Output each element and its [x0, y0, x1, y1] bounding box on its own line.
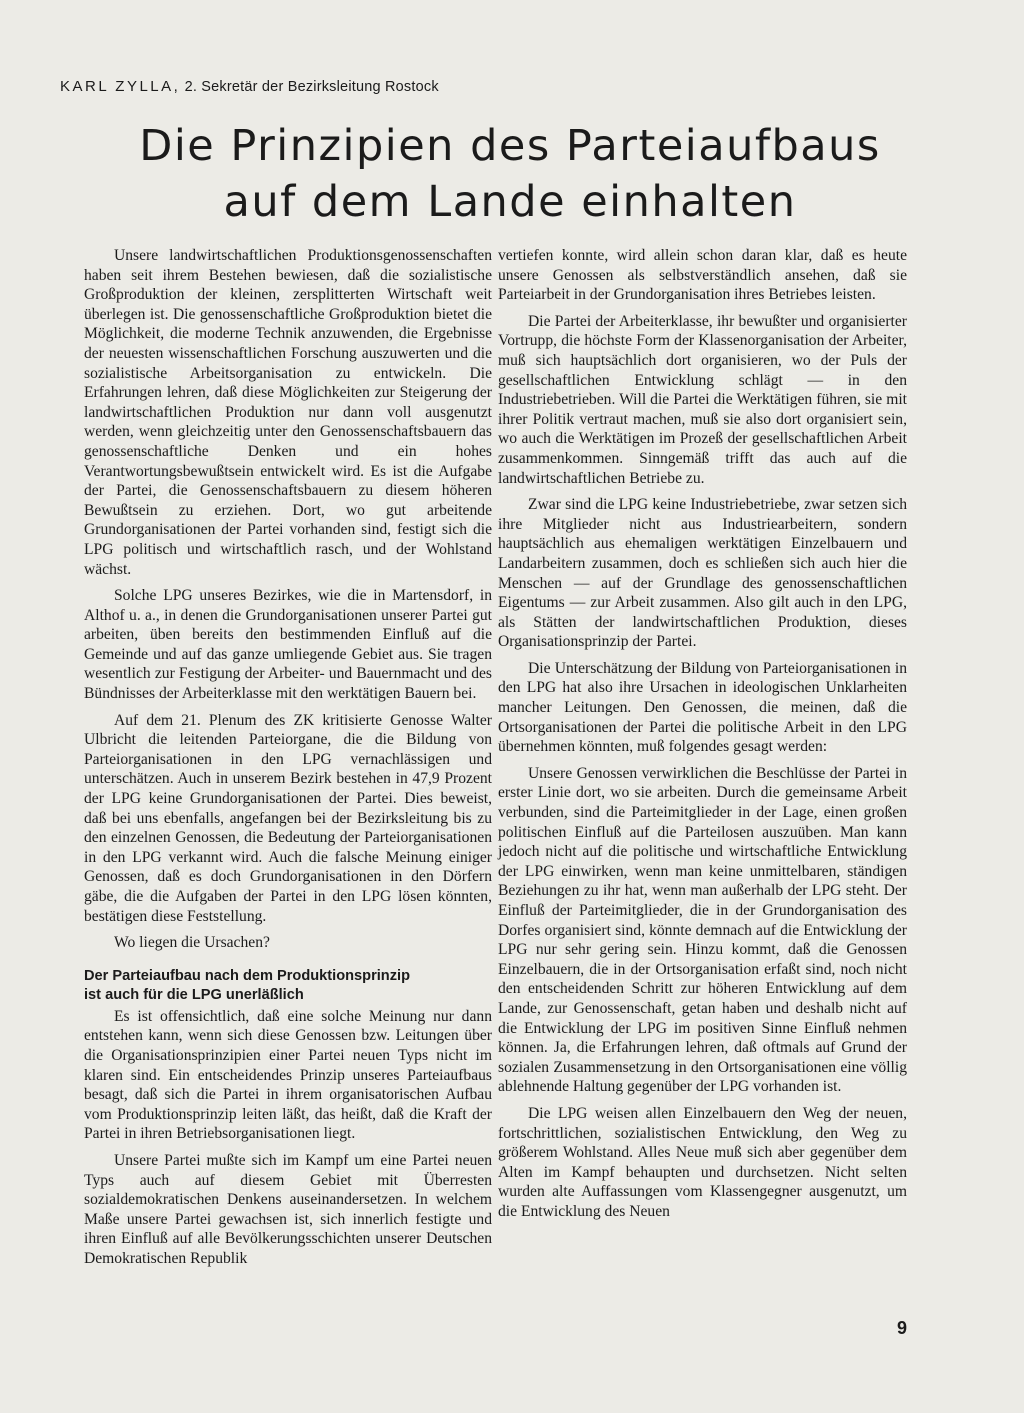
- author-role: 2. Sekretär der Bezirksleitung Rostock: [184, 79, 439, 95]
- article-title: [60, 118, 960, 230]
- paragraph: Unsere Genossen verwirklichen die Beschlüsse der Partei in erster Linie dort, wo sie arbeiten. Durch die gemeinsame Arbeit verbunden, sind die Parteimitglieder in der Lage, einen großen politischen Einfluß auf die Parteilosen auszuüben. Man kann jedoch nicht auf die politische und wirtschaftliche Entwicklung der LPG einwirken, wenn man keine unmittelbaren, ständigen Beziehungen zu ihr hat, wenn man außerhalb der LPG steht. Der Einfluß der Parteimitglieder, die in der Grundorganisation des Dorfes organisiert sind, könnte demnach auf die Entwicklung der LPG nur sehr gering sein. Hinzu kommt, daß die Genossen Einzelbauern, die in der Ortsorganisation erfaßt sind, noch nicht den entscheidenden Schritt zur höheren Entwicklung auf dem Lande, zur Genossenschaft, getan haben und deshalb nicht auf die Entwicklung der LPG im positiven Sinne Einfluß nehmen können. Ja, die Erfahrungen lehren, daß oftmals auf Grund der sozialen Zusammensetzung in den Ortsorganisationen eine völlig ablehnende Haltung gegenüber der LPG vorhanden ist.: [498, 764, 907, 1096]
- paragraph: Auf dem 21. Plenum des ZK kritisierte Genosse Walter Ulbricht die leitenden Parteiorgane, die die Bildung von Parteiorganisationen in den LPG vernachlässigen und unterschätzen. Auch in unserem Bezirk bestehen in 47,9 Prozent der LPG keine Grundorganisationen der Partei. Dies beweist, daß bei uns ebenfalls, angefangen bei der Bezirksleitung bis zu den einzelnen Genossen, die Bedeutung der Parteiorganisationen in den LPG verkannt wird. Auch die falsche Meinung einiger Genossen, daß es doch Grundorganisationen in den Dörfern gäbe, die die Aufgaben der Partei in den LPG lösen könnten, bestätigen diese Feststellung.: [84, 711, 492, 925]
- left-column: [84, 246, 492, 1276]
- page-number: 9: [897, 1318, 908, 1338]
- paragraph: Es ist offensichtlich, daß eine solche Meinung nur dann entstehen kann, wenn sich diese Genossen bzw. Leitungen über die Organisationsprinzipien einer Partei neuen Typs nicht im klaren sind. Ein entscheidendes Prinzip unseres Parteiaufbaus besagt, daß sich die Partei in ihrem organisatorischen Aufbau vom Produktionsprinzip leiten läßt, das heißt, daß die Kraft der Partei in ihren Betriebsorganisationen liegt.: [84, 1007, 492, 1143]
- paragraph: Solche LPG unseres Bezirkes, wie die in Martensdorf, in Althof u. a., in denen die Grundorganisationen unserer Partei gut arbeiten, üben bereits den bestimmenden Einfluß auf die Gemeinde und auf das ganze umliegende Gebiet aus. Sie tragen wesentlich zur Festigung der Arbeiter- und Bauernmacht und des Bündnisses der Arbeiterklasse mit den werktätigen Bauern bei.: [84, 587, 492, 703]
- paragraph: Zwar sind die LPG keine Industriebetriebe, zwar setzen sich ihre Mitglieder nicht aus Industriearbeitern, sondern hauptsächlich aus ehemaligen werktätigen Einzelbauern und Landarbeitern zusammen, doch es schließen sich auch hier die Menschen — auf der Grundlage des genossenschaftlichen Eigentums — zur Arbeit zusammen. Also gilt auch in den LPG, als Stätten der landwirtschaftlichen Produktion, dieses Organisationsprinzip der Partei.: [498, 496, 907, 651]
- paragraph: Unsere landwirtschaftlichen Produktionsgenossenschaften haben seit ihrem Bestehen bewiesen, daß die sozialistische Großproduktion der kleinen, zersplitterten Wirtschaft weit überlegen ist. Die genossenschaftliche Großproduktion bietet die Möglichkeit, die moderne Technik anzuwenden, die Ergebnisse der neuesten wissenschaftlichen Forschung auszuwerten und die sozialistische Arbeitsorganisation zu entwickeln. Die Erfahrungen lehren, daß diese Möglichkeiten zur Steigerung der landwirtschaftlichen Produktion nur dann voll ausgenutzt werden, wenn gleichzeitig unter den Genossenschaftsbauern das genossenschaftliche Denken und ein hohes Verantwortungsbewußtsein entwickelt wird. Es ist die Aufgabe der Partei, die Genossenschaftsbauern zu diesem höheren Bewußtsein zu erziehen. Dort, wo gut arbeitende Grundorganisationen der Partei vorhanden sind, festigt sich die LPG politisch und wirtschaftlich rasch, und der Wohlstand wächst.: [84, 247, 492, 578]
- title-line-2: auf dem Lande einhalten: [223, 177, 797, 227]
- subheading-line-2: ist auch für die LPG unerläßlich: [84, 986, 304, 1003]
- paragraph: Wo liegen die Ursachen?: [114, 934, 270, 952]
- author-byline: [60, 78, 439, 95]
- section-subheading: [84, 967, 492, 1005]
- author-name: KARL ZYLLA,: [60, 78, 181, 95]
- subheading-line-1: Der Parteiaufbau nach dem Produktionsprinzip: [84, 967, 410, 984]
- right-column: [498, 246, 907, 1229]
- title-line-1: Die Prinzipien des Parteiaufbaus: [139, 121, 881, 171]
- paragraph: Die LPG weisen allen Einzelbauern den Weg der neuen, fortschrittlichen, sozialistischen Entwicklung, den Weg zu größerem Wohlstand. Alles Neue muß sich aber gegenüber dem Alten im Kampf behaupten und durchsetzen. Nicht selten wurden alte Auffassungen vom Klassengegner ausgenutzt, um die Entwicklung des Neuen: [498, 1104, 907, 1220]
- paragraph: Die Unterschätzung der Bildung von Parteiorganisationen in den LPG hat also ihre Ursachen in ideologischen Unklarheiten mancher Leitungen. Den Genossen, die meinen, daß die Ortsorganisationen der Partei die politische Arbeit in den LPG übernehmen könnten, muß folgendes gesagt werden:: [498, 659, 907, 756]
- paragraph: Die Partei der Arbeiterklasse, ihr bewußter und organisierter Vortrupp, die höchste Form der Klassenorganisation der Arbeiter, muß sich hauptsächlich dort organisieren, wo der Puls der gesellschaftlichen Entwicklung schlägt — in den Industriebetrieben. Will die Partei die Werktätigen führen, sie mit ihrer Politik vertraut machen, muß sie also dort organisiert sein, wo auch die Werktätigen im Prozeß der gesellschaftlichen Arbeit zusammenkommen. Sinngemäß trifft das auch auf die landwirtschaftlichen Betriebe zu.: [498, 312, 907, 487]
- paragraph-continuation: vertiefen konnte, wird allein schon daran klar, daß es heute unsere Genossen als selbstverständlich ansehen, daß sie Parteiarbeit in der Grundorganisation ihres Betriebes leisten.: [498, 247, 907, 304]
- paragraph: Unsere Partei mußte sich im Kampf um eine Partei neuen Typs auch auf diesem Gebiet mit Überresten sozialdemokratischen Denkens auseinandersetzen. In welchem Maße unsere Partei gewachsen ist, sich innerlich festigte und ihren Einfluß auf alle Bevölkerungsschichten unserer Deutschen Demokratischen Republik: [84, 1151, 492, 1267]
